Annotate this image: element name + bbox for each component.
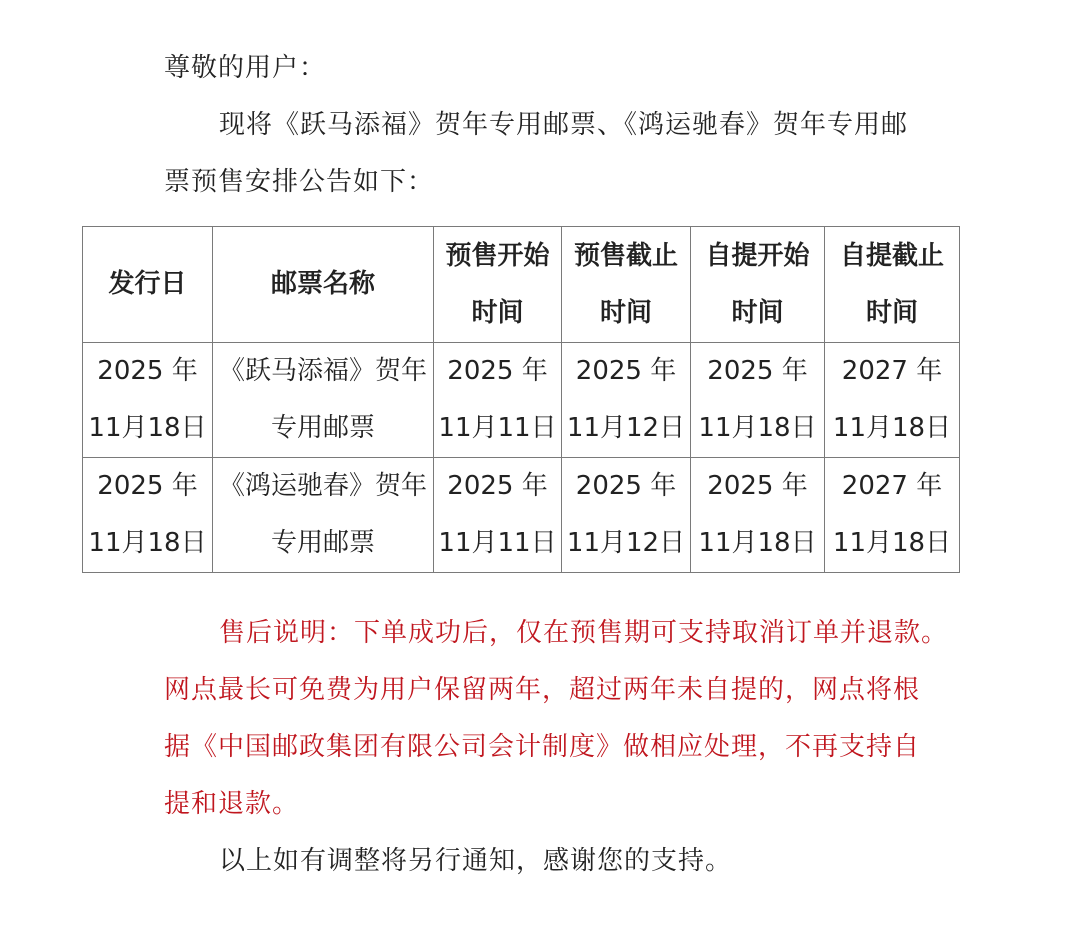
stamp-presale-schedule-table — [82, 226, 960, 573]
cell-pickup-end: 2027 年 11月18日 — [825, 458, 960, 573]
cell-pickup-start: 2025 年 11月18日 — [691, 343, 825, 458]
intro-line-2: 票预售安排公告如下： — [164, 167, 435, 197]
table-header-row — [83, 227, 960, 343]
after-sales-notice-line-2: 网点最长可免费为用户保留两年，超过两年未自提的，网点将根 — [164, 675, 921, 705]
header-pickup-end: 自提截止 时间 — [825, 227, 960, 343]
cell-presale-start: 2025 年 11月11日 — [434, 458, 562, 573]
header-stamp-name: 邮票名称 — [213, 227, 434, 343]
cell-presale-start: 2025 年 11月11日 — [434, 343, 562, 458]
closing-note: 以上如有调整将另行通知，感谢您的支持。 — [219, 846, 733, 876]
cell-presale-end: 2025 年 11月12日 — [562, 343, 691, 458]
after-sales-notice-line-1: 售后说明：下单成功后，仅在预售期可支持取消订单并退款。 — [219, 618, 949, 648]
table-row — [83, 458, 960, 573]
cell-issue-date: 2025 年 11月18日 — [83, 458, 213, 573]
header-presale-end: 预售截止 时间 — [562, 227, 691, 343]
greeting: 尊敬的用户： — [164, 53, 327, 83]
cell-stamp-name: 《跃马添福》贺年 专用邮票 — [213, 343, 434, 458]
cell-issue-date: 2025 年 11月18日 — [83, 343, 213, 458]
cell-stamp-name: 《鸿运驰春》贺年 专用邮票 — [213, 458, 434, 573]
after-sales-notice-line-3: 据《中国邮政集团有限公司会计制度》做相应处理，不再支持自 — [164, 732, 921, 762]
cell-presale-end: 2025 年 11月12日 — [562, 458, 691, 573]
intro-line-1: 现将《跃马添福》贺年专用邮票、《鸿运驰春》贺年专用邮 — [219, 110, 909, 140]
cell-pickup-end: 2027 年 11月18日 — [825, 343, 960, 458]
after-sales-notice-line-4: 提和退款。 — [164, 789, 300, 819]
header-pickup-start: 自提开始 时间 — [691, 227, 825, 343]
header-issue-date: 发行日 — [83, 227, 213, 343]
table-row — [83, 343, 960, 458]
cell-pickup-start: 2025 年 11月18日 — [691, 458, 825, 573]
header-presale-start: 预售开始 时间 — [434, 227, 562, 343]
